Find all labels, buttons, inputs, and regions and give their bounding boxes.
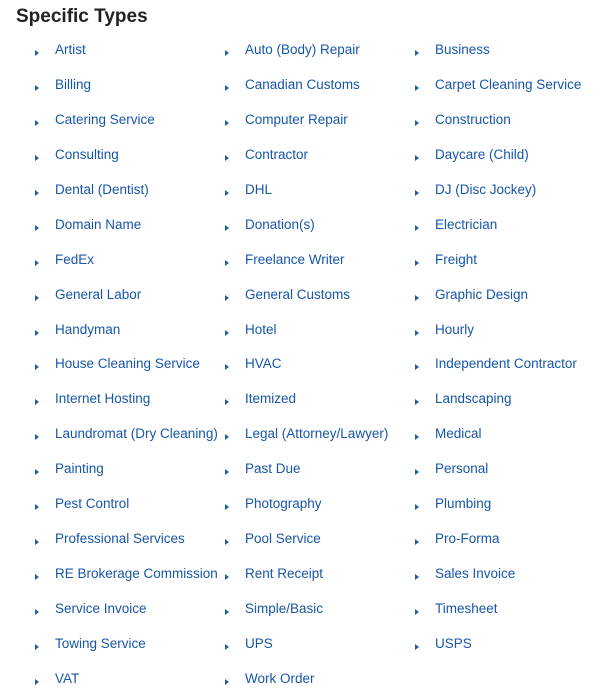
triangle-right-bullet-icon	[415, 50, 419, 56]
triangle-right-bullet-icon	[225, 155, 229, 161]
type-link[interactable]: Towing Service	[55, 635, 146, 651]
triangle-right-bullet-icon	[225, 330, 229, 336]
triangle-right-bullet-icon	[35, 644, 39, 650]
triangle-right-bullet-icon	[415, 469, 419, 475]
type-link[interactable]: Business	[435, 42, 490, 57]
type-link[interactable]: UPS	[245, 635, 273, 651]
triangle-right-bullet-icon	[35, 225, 39, 231]
type-link[interactable]: Donation(s)	[245, 216, 315, 232]
triangle-right-bullet-icon	[225, 469, 229, 475]
types-grid	[0, 33, 600, 699]
type-link[interactable]: General Customs	[245, 286, 351, 302]
triangle-right-bullet-icon	[35, 295, 39, 301]
type-link[interactable]: USPS	[435, 635, 472, 651]
type-link[interactable]: Laundromat (Dry Cleaning)	[55, 426, 218, 442]
type-link[interactable]: Timesheet	[435, 601, 498, 616]
triangle-right-bullet-icon	[225, 50, 229, 56]
triangle-right-bullet-icon	[225, 225, 229, 231]
type-link[interactable]: Photography	[245, 496, 322, 512]
triangle-right-bullet-icon	[35, 85, 39, 91]
triangle-right-bullet-icon	[225, 504, 229, 510]
triangle-right-bullet-icon	[415, 295, 419, 301]
type-link[interactable]: Hotel	[245, 321, 277, 337]
type-link[interactable]: Handyman	[55, 321, 121, 337]
type-link[interactable]: Pro-Forma	[435, 531, 500, 547]
triangle-right-bullet-icon	[35, 679, 39, 685]
triangle-right-bullet-icon	[415, 574, 419, 580]
type-link[interactable]: Billing	[55, 76, 92, 92]
type-link[interactable]: DHL	[245, 181, 273, 197]
type-link[interactable]: Pest Control	[55, 496, 130, 512]
triangle-right-bullet-icon	[415, 504, 419, 510]
type-link[interactable]: Personal	[435, 461, 489, 477]
type-link[interactable]: DJ (Disc Jockey)	[435, 181, 537, 197]
type-link[interactable]: Work Order	[245, 670, 315, 686]
triangle-right-bullet-icon	[415, 85, 419, 91]
triangle-right-bullet-icon	[225, 190, 229, 196]
type-link[interactable]: Freelance Writer	[245, 251, 345, 267]
type-link[interactable]: Sales Invoice	[435, 566, 516, 582]
type-link[interactable]: RE Brokerage Commission	[55, 566, 218, 582]
type-link[interactable]: Daycare (Child)	[435, 146, 529, 162]
type-link[interactable]: Auto (Body) Repair	[245, 42, 360, 57]
triangle-right-bullet-icon	[35, 364, 39, 370]
type-link[interactable]: Itemized	[245, 391, 297, 407]
triangle-right-bullet-icon	[415, 120, 419, 126]
type-link[interactable]: Simple/Basic	[245, 601, 324, 616]
type-link[interactable]: Plumbing	[435, 496, 492, 512]
type-link[interactable]: Legal (Attorney/Lawyer)	[245, 426, 389, 442]
triangle-right-bullet-icon	[415, 330, 419, 336]
triangle-right-bullet-icon	[35, 190, 39, 196]
triangle-right-bullet-icon	[35, 609, 39, 615]
triangle-right-bullet-icon	[225, 260, 229, 266]
type-link[interactable]: Dental (Dentist)	[55, 181, 149, 197]
type-link[interactable]: Electrician	[435, 216, 498, 232]
type-link[interactable]: General Labor	[55, 286, 142, 302]
type-link[interactable]: Construction	[435, 111, 511, 127]
triangle-right-bullet-icon	[35, 574, 39, 580]
type-link[interactable]: HVAC	[245, 356, 282, 372]
triangle-right-bullet-icon	[35, 120, 39, 126]
type-link[interactable]: Freight	[435, 251, 478, 267]
type-link[interactable]: Artist	[55, 42, 86, 57]
triangle-right-bullet-icon	[225, 434, 229, 440]
type-link[interactable]: Service Invoice	[55, 601, 147, 616]
triangle-right-bullet-icon	[225, 364, 229, 370]
type-link[interactable]: Consulting	[55, 146, 119, 162]
type-link[interactable]: Medical	[435, 426, 482, 442]
triangle-right-bullet-icon	[35, 434, 39, 440]
triangle-right-bullet-icon	[415, 539, 419, 545]
triangle-right-bullet-icon	[225, 644, 229, 650]
type-link[interactable]: Canadian Customs	[245, 76, 360, 92]
type-link[interactable]: Landscaping	[435, 391, 512, 407]
triangle-right-bullet-icon	[415, 260, 419, 266]
triangle-right-bullet-icon	[35, 155, 39, 161]
type-link[interactable]: Computer Repair	[245, 111, 348, 127]
triangle-right-bullet-icon	[415, 155, 419, 161]
triangle-right-bullet-icon	[415, 399, 419, 405]
type-link[interactable]: Carpet Cleaning Service	[435, 76, 582, 92]
type-link[interactable]: Painting	[55, 461, 104, 477]
type-link[interactable]: Rent Receipt	[245, 566, 324, 582]
triangle-right-bullet-icon	[225, 679, 229, 685]
triangle-right-bullet-icon	[35, 260, 39, 266]
triangle-right-bullet-icon	[415, 434, 419, 440]
type-link[interactable]: Independent Contractor	[435, 356, 577, 372]
triangle-right-bullet-icon	[225, 574, 229, 580]
triangle-right-bullet-icon	[35, 399, 39, 405]
type-link[interactable]: Pool Service	[245, 531, 321, 547]
section-heading: Specific Types	[16, 6, 148, 27]
triangle-right-bullet-icon	[35, 469, 39, 475]
triangle-right-bullet-icon	[415, 609, 419, 615]
type-link[interactable]: Past Due	[245, 461, 301, 477]
type-link[interactable]: Catering Service	[55, 111, 155, 127]
type-link[interactable]: VAT	[55, 670, 80, 686]
type-link[interactable]: Graphic Design	[435, 286, 529, 302]
triangle-right-bullet-icon	[225, 399, 229, 405]
type-link[interactable]: FedEx	[55, 251, 95, 267]
triangle-right-bullet-icon	[35, 504, 39, 510]
triangle-right-bullet-icon	[225, 539, 229, 545]
triangle-right-bullet-icon	[35, 539, 39, 545]
triangle-right-bullet-icon	[35, 330, 39, 336]
type-link[interactable]: Hourly	[435, 321, 475, 337]
type-link[interactable]: House Cleaning Service	[55, 356, 200, 372]
type-link[interactable]: Domain Name	[55, 216, 142, 232]
type-link[interactable]: Contractor	[245, 146, 309, 162]
triangle-right-bullet-icon	[415, 644, 419, 650]
triangle-right-bullet-icon	[415, 225, 419, 231]
triangle-right-bullet-icon	[415, 190, 419, 196]
triangle-right-bullet-icon	[415, 364, 419, 370]
triangle-right-bullet-icon	[225, 609, 229, 615]
type-link[interactable]: Internet Hosting	[55, 391, 151, 407]
triangle-right-bullet-icon	[225, 120, 229, 126]
triangle-right-bullet-icon	[225, 85, 229, 91]
type-link[interactable]: Professional Services	[55, 531, 185, 547]
triangle-right-bullet-icon	[35, 50, 39, 56]
triangle-right-bullet-icon	[225, 295, 229, 301]
